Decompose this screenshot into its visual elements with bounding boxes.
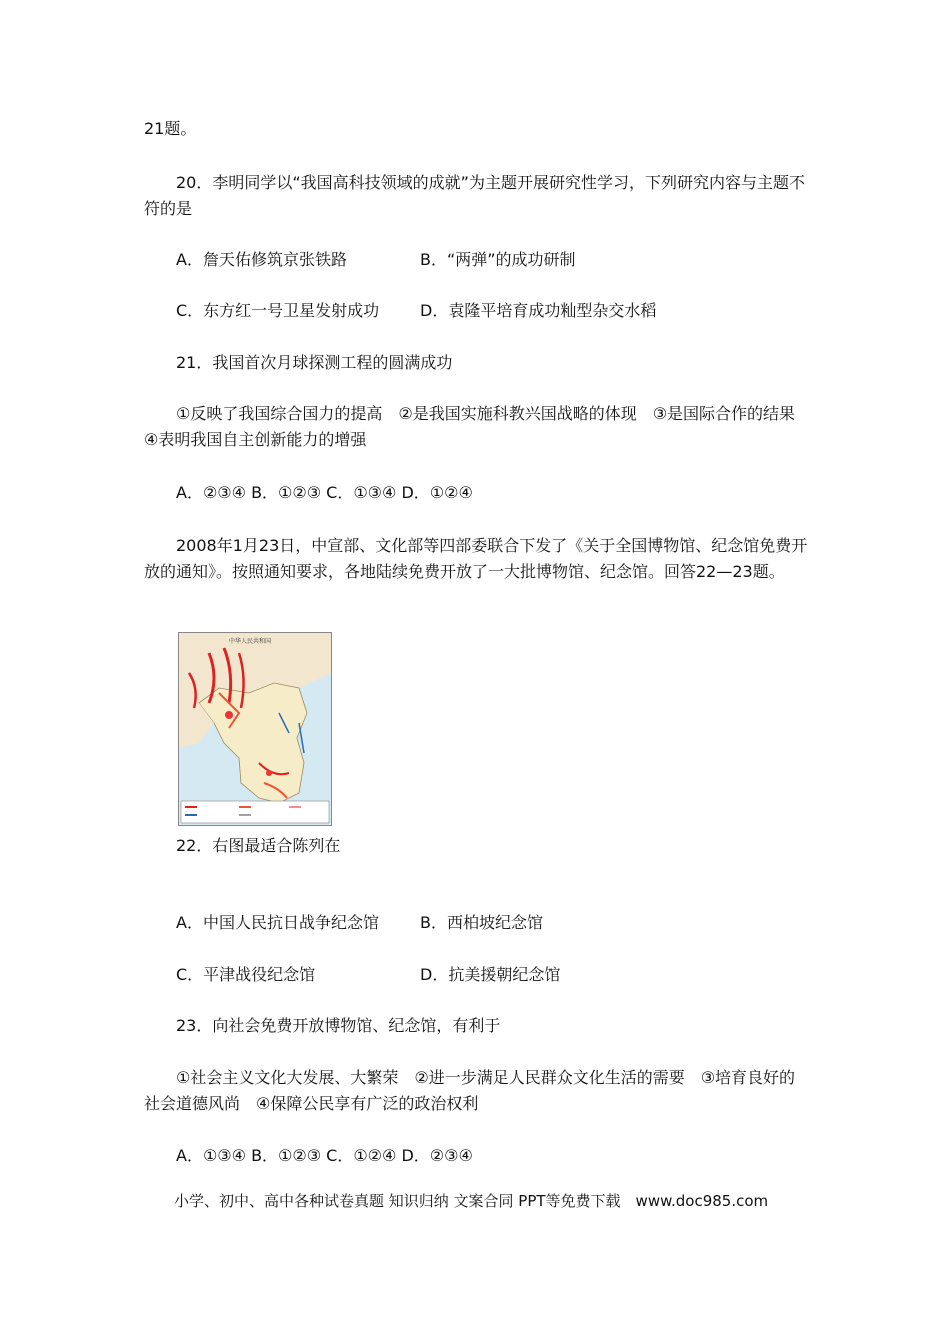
intro-paragraph: 2008年1月23日，中宣部、文化部等四部委联合下发了《关于全国博物馆、纪念馆免费开放的通知》。按照通知要求，各地陆续免费开放了一大批博物馆、纪念馆。回答22—23题。 bbox=[144, 536, 808, 581]
map-title: 中华人民共和国 bbox=[229, 638, 272, 645]
q20-option-c: C．东方红一号卫星发射成功 bbox=[176, 301, 380, 320]
question-22-stem: 22．右图最适合陈列在 bbox=[176, 836, 341, 855]
footer-text: 小学、初中、高中各种试卷真题 知识归纳 文案合同 PPT等免费下载 www.doc985.com bbox=[174, 1192, 769, 1210]
question-23-items: ①社会主义文化大发展、大繁荣 ②进一步满足人民群众文化生活的需要 ③培育良好的社会道德风尚 ④保障公民享有广泛的政治权利 bbox=[144, 1068, 796, 1113]
q20-options-row1 bbox=[176, 247, 347, 273]
question-23-options: A．①③④ B．①②③ C．①②④ D．②③④ bbox=[176, 1146, 473, 1165]
map-graphic bbox=[179, 633, 331, 825]
question-23-stem: 23．向社会免费开放博物馆、纪念馆，有利于 bbox=[176, 1016, 501, 1035]
q22-option-a: A．中国人民抗日战争纪念馆 bbox=[176, 913, 379, 932]
q22-option-c: C．平津战役纪念馆 bbox=[176, 965, 316, 984]
question-21-stem: 21．我国首次月球探测工程的圆满成功 bbox=[176, 353, 453, 372]
text-line: 21题。 bbox=[144, 119, 197, 138]
q22-option-d: D．抗美援朝纪念馆 bbox=[420, 965, 561, 984]
question-21-options: A．②③④ B．①②③ C．①③④ D．①②④ bbox=[176, 483, 473, 502]
q20-option-a: A．詹天佑修筑京张铁路 bbox=[176, 250, 347, 269]
question-20-stem: 20．李明同学以“我国高科技领域的成就”为主题开展研究性学习，下列研究内容与主题不符的是 bbox=[144, 173, 805, 218]
q20-option-b: B．“两弹”的成功研制 bbox=[420, 250, 576, 269]
korean-war-map bbox=[178, 632, 332, 826]
q20-option-d: D．袁隆平培育成功籼型杂交水稻 bbox=[420, 301, 657, 320]
question-21-items: ①反映了我国综合国力的提高 ②是我国实施科教兴国战略的体现 ③是国际合作的结果 ④表明我国自主创新能力的增强 bbox=[144, 404, 812, 449]
q22-option-b: B．西柏坡纪念馆 bbox=[420, 913, 543, 932]
